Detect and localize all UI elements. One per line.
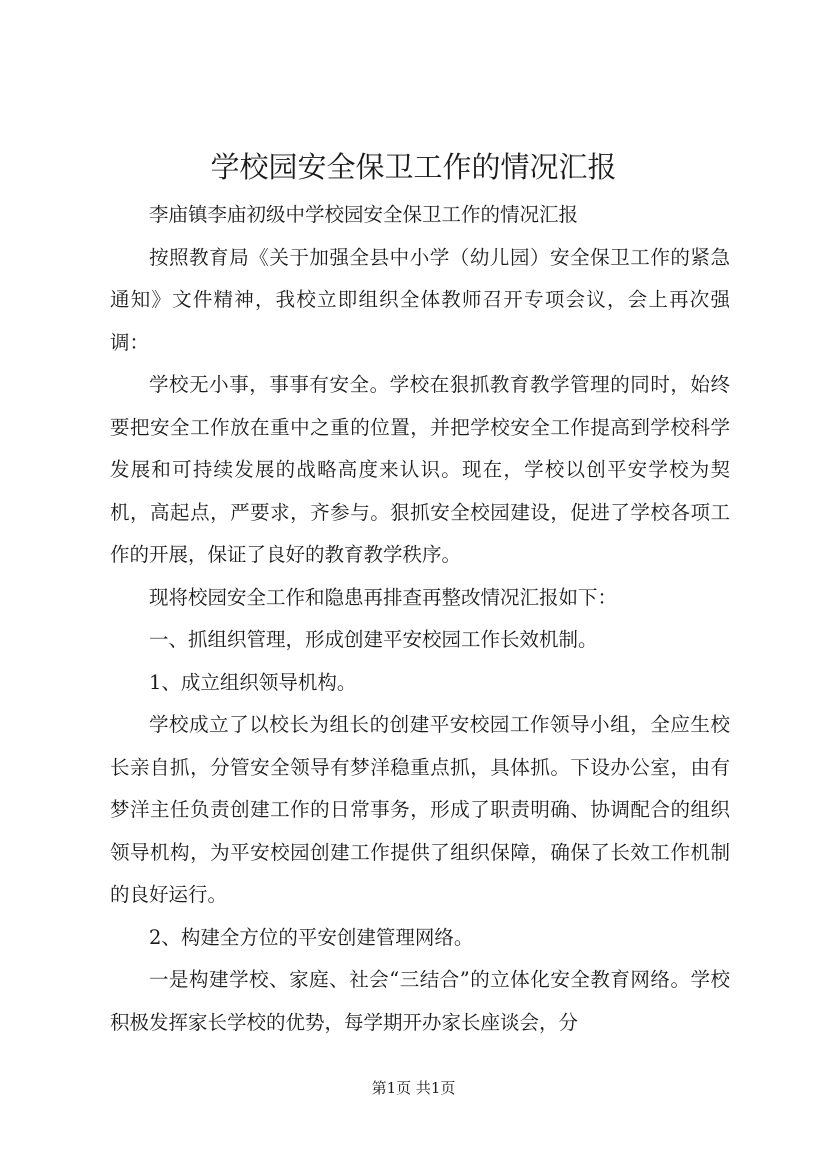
- document-title: 学校园安全保卫工作的情况汇报: [210, 150, 617, 184]
- paragraph-emphasis: 学校无小事，事事有安全。学校在狠抓教育教学管理的同时，始终要把安全工作放在重中之重的位置，并把学校安全工作提高到学校科学发展和可持续发展的战略高度来认识。现在，学校以创平安学校为契机，高起点，严要求，齐参与。狠抓安全校园建设，促进了学校各项工作的开展，保证了良好的教育教学秩序。: [110, 373, 730, 566]
- subsection-heading-2: 2、构建全方位的平安创建管理网络。: [149, 925, 474, 949]
- document-body: [110, 194, 730, 1044]
- paragraph-intro: 按照教育局《关于加强全县中小学（幼儿园）安全保卫工作的紧急通知》文件精神，我校立即组织全体教师召开专项会议，会上再次强调：: [110, 245, 730, 354]
- subsection-heading-1: 1、成立组织领导机构。: [149, 670, 357, 694]
- paragraph-report-lead: 现将校园安全工作和隐患再排查再整改情况汇报如下：: [149, 585, 618, 609]
- paragraph-organization: 学校成立了以校长为组长的创建平安校园工作领导小组，全应生校长亲自抓，分管安全领导有梦洋稳重点抓，具体抓。下设办公室，由有梦洋主任负责创建工作的日常事务，形成了职责明确、协调配合的组织领导机构，为平安校园创建工作提供了组织保障，确保了长效工作机制的良好运行。: [110, 713, 730, 906]
- page-number-footer: 第1页 共1页: [371, 1079, 456, 1097]
- section-heading-1: 一、抓组织管理，形成创建平安校园工作长效机制。: [149, 628, 598, 651]
- paragraph-network: 一是构建学校、家庭、社会“三结合”的立体化安全教育网络。学校积极发挥家长学校的优势，每学期开办家长座谈会，分: [110, 968, 730, 1034]
- paragraph-subtitle: 李庙镇李庙初级中学校园安全保卫工作的情况汇报: [149, 203, 579, 226]
